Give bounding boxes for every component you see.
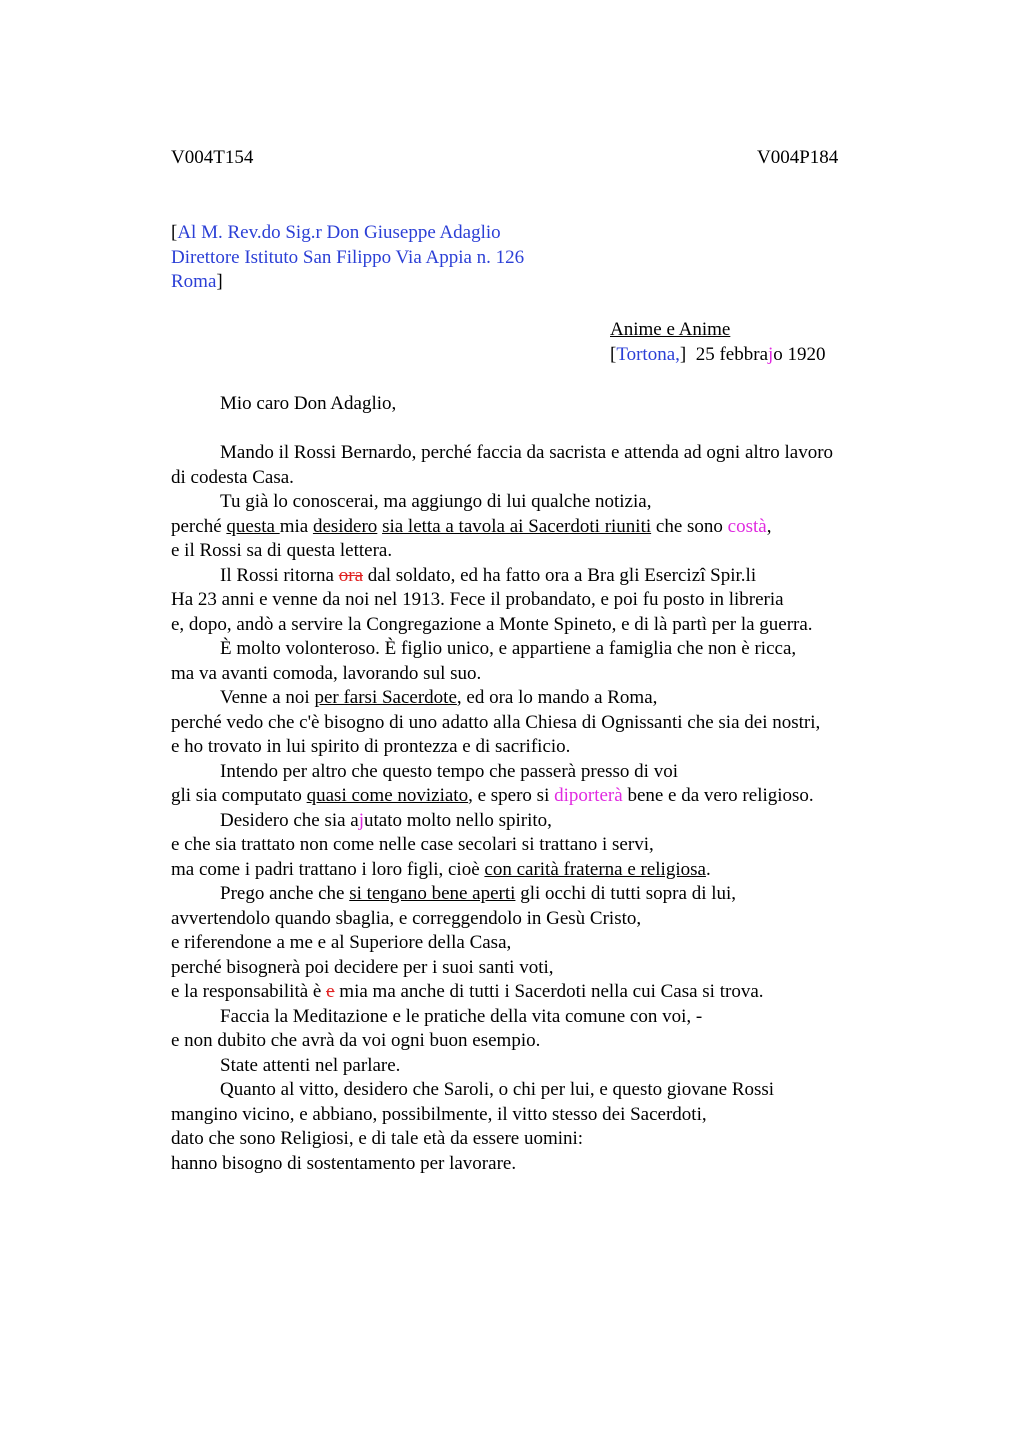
address-line-2: Direttore Istituto San Filippo Via Appia n. 126 xyxy=(171,246,525,268)
body-line: di codesta Casa. xyxy=(171,466,294,488)
body-line: e il Rossi sa di questa lettera. xyxy=(171,540,393,561)
body-line: e che sia trattato non come nelle case secolari si trattano i servi, xyxy=(171,834,654,855)
body-line: perché bisognerà poi decidere per i suoi santi voti, xyxy=(171,956,554,978)
deleted-word: e xyxy=(326,981,335,1002)
body-line: e non dubito che avrà da voi ogni buon esempio. xyxy=(171,1030,541,1051)
dateline xyxy=(610,318,826,367)
document-code-left: V004T154 xyxy=(171,147,254,168)
document-code-right: V004P184 xyxy=(757,147,839,168)
bracket-close: ] xyxy=(216,271,223,292)
body-line: perché questa mia desidero sia letta a tavola ai Sacerdoti riuniti che sono costà, xyxy=(171,515,772,537)
body-line: Prego anche che si tengano bene aperti gli occhi di tutti sopra di lui, xyxy=(220,883,737,904)
letter-heading: Anime e Anime xyxy=(610,319,731,340)
recipient-city: Roma xyxy=(171,271,217,292)
body-line: ma va avanti comoda, lavorando sul suo. xyxy=(171,662,482,684)
bracket-open: [ xyxy=(171,222,178,243)
body-line: Faccia la Meditazione e le pratiche della vita comune con voi, - xyxy=(220,1005,703,1027)
letter-body xyxy=(171,441,901,1176)
address-line-3 xyxy=(171,270,524,295)
body-line: dato che sono Religiosi, e di tale età da essere uomini: xyxy=(171,1128,584,1149)
recipient-address xyxy=(171,221,524,295)
body-line: Tu già lo conoscerai, ma aggiungo di lui qualche notizia, xyxy=(220,491,652,512)
salutation: Mio caro Don Adaglio, xyxy=(220,393,397,414)
recipient-name: Al M. Rev.do Sig.r Don Giuseppe Adaglio xyxy=(177,222,501,243)
body-line: Ha 23 anni e venne da noi nel 1913. Fece il probandato, e poi fu posto in libreria xyxy=(171,589,784,610)
body-line: Mando il Rossi Bernardo, perché faccia da sacrista e attenda ad ogni altro lavoro xyxy=(220,442,834,463)
body-line: perché vedo che c'è bisogno di uno adatto alla Chiesa di Ognissanti che sia dei nostri, xyxy=(171,711,821,733)
body-line: Il Rossi ritorna ora dal soldato, ed ha fatto ora a Bra gli Esercizi Spir.li xyxy=(220,564,757,586)
body-line: e riferendone a me e al Superiore della Casa, xyxy=(171,932,512,953)
body-line: avvertendolo quando sbaglia, e correggendolo in Gesù Cristo, xyxy=(171,907,642,929)
body-line: State attenti nel parlare. xyxy=(220,1054,401,1076)
body-line: hanno bisogno di sostentamento per lavorare. xyxy=(171,1152,517,1174)
variant-letter: j xyxy=(768,343,774,365)
body-line: Venne a noi per farsi Sacerdote, ed ora lo mando a Roma, xyxy=(220,687,658,708)
place-name: Tortona, xyxy=(616,343,680,365)
place-date: [Tortona,] 25 febbrajo 1920 xyxy=(610,343,826,365)
body-line: Intendo per altro che questo tempo che passerà presso di voi xyxy=(220,760,678,782)
body-line: mangino vicino, e abbiano, possibilmente, il vitto stesso dei Sacerdoti, xyxy=(171,1103,707,1125)
body-line: e, dopo, andò a servire la Congregazione a Monte Spineto, e di là partì per la guerra. xyxy=(171,613,813,635)
body-line: Quanto al vitto, desidero che Saroli, o chi per lui, e questo giovane Rossi xyxy=(220,1079,775,1100)
body-line: ma come i padri trattano i loro figli, cioè con carità fraterna e religiosa. xyxy=(171,858,711,880)
body-line: gli sia computato quasi come noviziato, e spero si diporterà bene e da vero religioso. xyxy=(171,785,814,806)
body-line: e la responsabilità è e mia ma anche di tutti i Sacerdoti nella cui Casa si trova. xyxy=(171,981,764,1002)
address-line-1 xyxy=(171,221,524,246)
deleted-word: ora xyxy=(338,564,364,586)
body-line: È molto volonteroso. È figlio unico, e appartiene a famiglia che non è ricca, xyxy=(220,638,797,659)
body-line: e ho trovato in lui spirito di prontezza e di sacrificio. xyxy=(171,736,571,757)
body-line: Desidero che sia ajutato molto nello spirito, xyxy=(220,809,552,831)
